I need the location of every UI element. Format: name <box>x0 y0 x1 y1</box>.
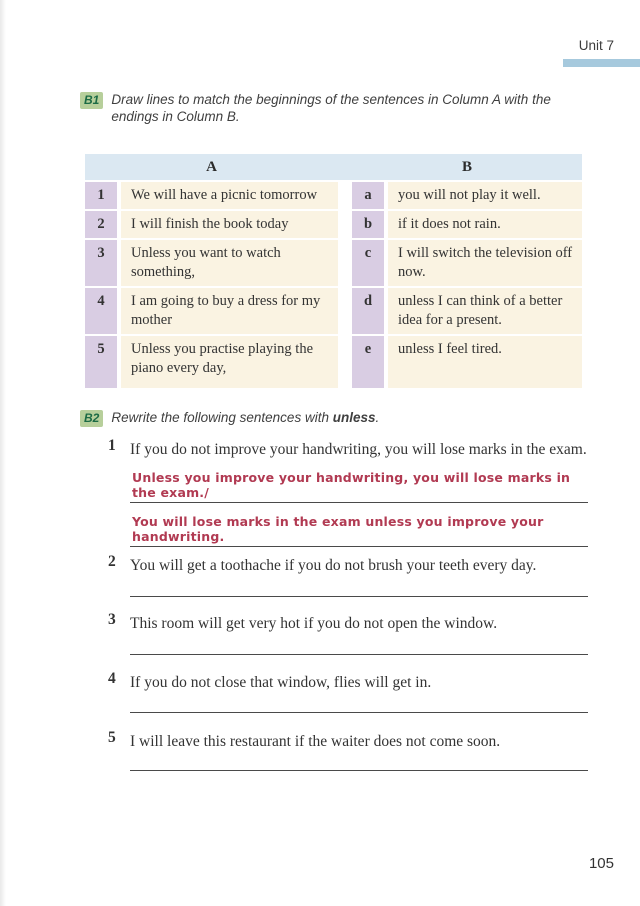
row-number: 2 <box>85 211 117 238</box>
column-gap <box>338 182 352 209</box>
sentence-beginning: Unless you want to watch something, <box>121 240 338 286</box>
instruction-suffix: . <box>375 410 380 425</box>
row-number: 1 <box>85 182 117 209</box>
item-number: 3 <box>108 611 116 628</box>
list-item <box>108 611 590 655</box>
matching-table <box>85 154 582 390</box>
sentence-beginning: I will finish the book today <box>121 211 338 238</box>
exercise-b1-instruction: Draw lines to match the beginnings of the sentences in Column A with the endings in Column B. <box>111 92 551 124</box>
page-number: 105 <box>588 855 614 872</box>
instruction-prefix: Rewrite the following sentences with <box>111 410 333 425</box>
item-number: 5 <box>108 729 116 746</box>
list-item <box>108 437 590 547</box>
sentence-ending: you will not play it well. <box>388 182 582 209</box>
handwritten-answer: Unless you improve your handwriting, you will lose marks in the exam./ <box>130 467 588 503</box>
list-item <box>108 670 590 713</box>
list-item <box>108 553 590 597</box>
exercise-b2-badge: B2 <box>80 410 103 427</box>
item-sentence: If you do not improve your handwriting, you will lose marks in the exam. <box>130 441 587 458</box>
item-sentence: If you do not close that window, flies will get in. <box>130 674 432 691</box>
exercise-b1-heading <box>80 91 597 125</box>
list-item <box>108 729 590 771</box>
item-sentence: This room will get very hot if you do not open the window. <box>130 615 498 632</box>
table-row <box>85 288 582 334</box>
sentence-beginning: I am going to buy a dress for my mother <box>121 288 338 334</box>
row-letter: a <box>352 182 384 209</box>
item-number: 1 <box>108 437 116 454</box>
instruction-keyword: unless <box>332 410 376 425</box>
column-gap <box>338 240 352 286</box>
table-row <box>85 240 582 286</box>
row-number: 4 <box>85 288 117 334</box>
column-gap <box>338 211 352 238</box>
sentence-ending: unless I can think of a better idea for a present. <box>388 288 582 334</box>
answer-blank-line <box>130 596 588 597</box>
answer-blank-line <box>130 770 588 771</box>
table-row <box>85 182 582 209</box>
column-b-header: B <box>461 159 472 175</box>
column-a-header: A <box>206 159 217 175</box>
answer-blank-line <box>130 712 588 713</box>
row-number: 3 <box>85 240 117 286</box>
table-row <box>85 336 582 388</box>
answer-blank-line <box>130 654 588 655</box>
sentence-beginning: Unless you practise playing the piano every day, <box>121 336 338 388</box>
row-letter: c <box>352 240 384 286</box>
sentence-beginning: We will have a picnic tomorrow <box>121 182 338 209</box>
item-sentence: You will get a toothache if you do not brush your teeth every day. <box>130 557 537 574</box>
exercise-b2-heading <box>80 409 597 427</box>
sentence-ending: I will switch the television off now. <box>388 240 582 286</box>
item-sentence: I will leave this restaurant if the waiter does not come soon. <box>130 733 501 750</box>
exercise-b1-badge: B1 <box>80 92 103 109</box>
row-number: 5 <box>85 336 117 388</box>
scan-edge <box>0 0 6 906</box>
table-row <box>85 211 582 238</box>
column-gap <box>338 288 352 334</box>
header-gap <box>338 154 352 180</box>
row-letter: b <box>352 211 384 238</box>
table-header-row <box>85 154 582 180</box>
exercise-b2-instruction <box>111 409 597 426</box>
column-gap <box>338 336 352 388</box>
row-letter: d <box>352 288 384 334</box>
item-number: 2 <box>108 553 116 570</box>
sentence-ending: if it does not rain. <box>388 211 582 238</box>
row-letter: e <box>352 336 384 388</box>
sentence-ending: unless I feel tired. <box>388 336 582 388</box>
item-number: 4 <box>108 670 116 687</box>
unit-label: Unit 7 <box>578 38 614 53</box>
handwritten-answer: You will lose marks in the exam unless you improve your handwriting. <box>130 511 588 547</box>
unit-accent-bar <box>563 59 640 67</box>
